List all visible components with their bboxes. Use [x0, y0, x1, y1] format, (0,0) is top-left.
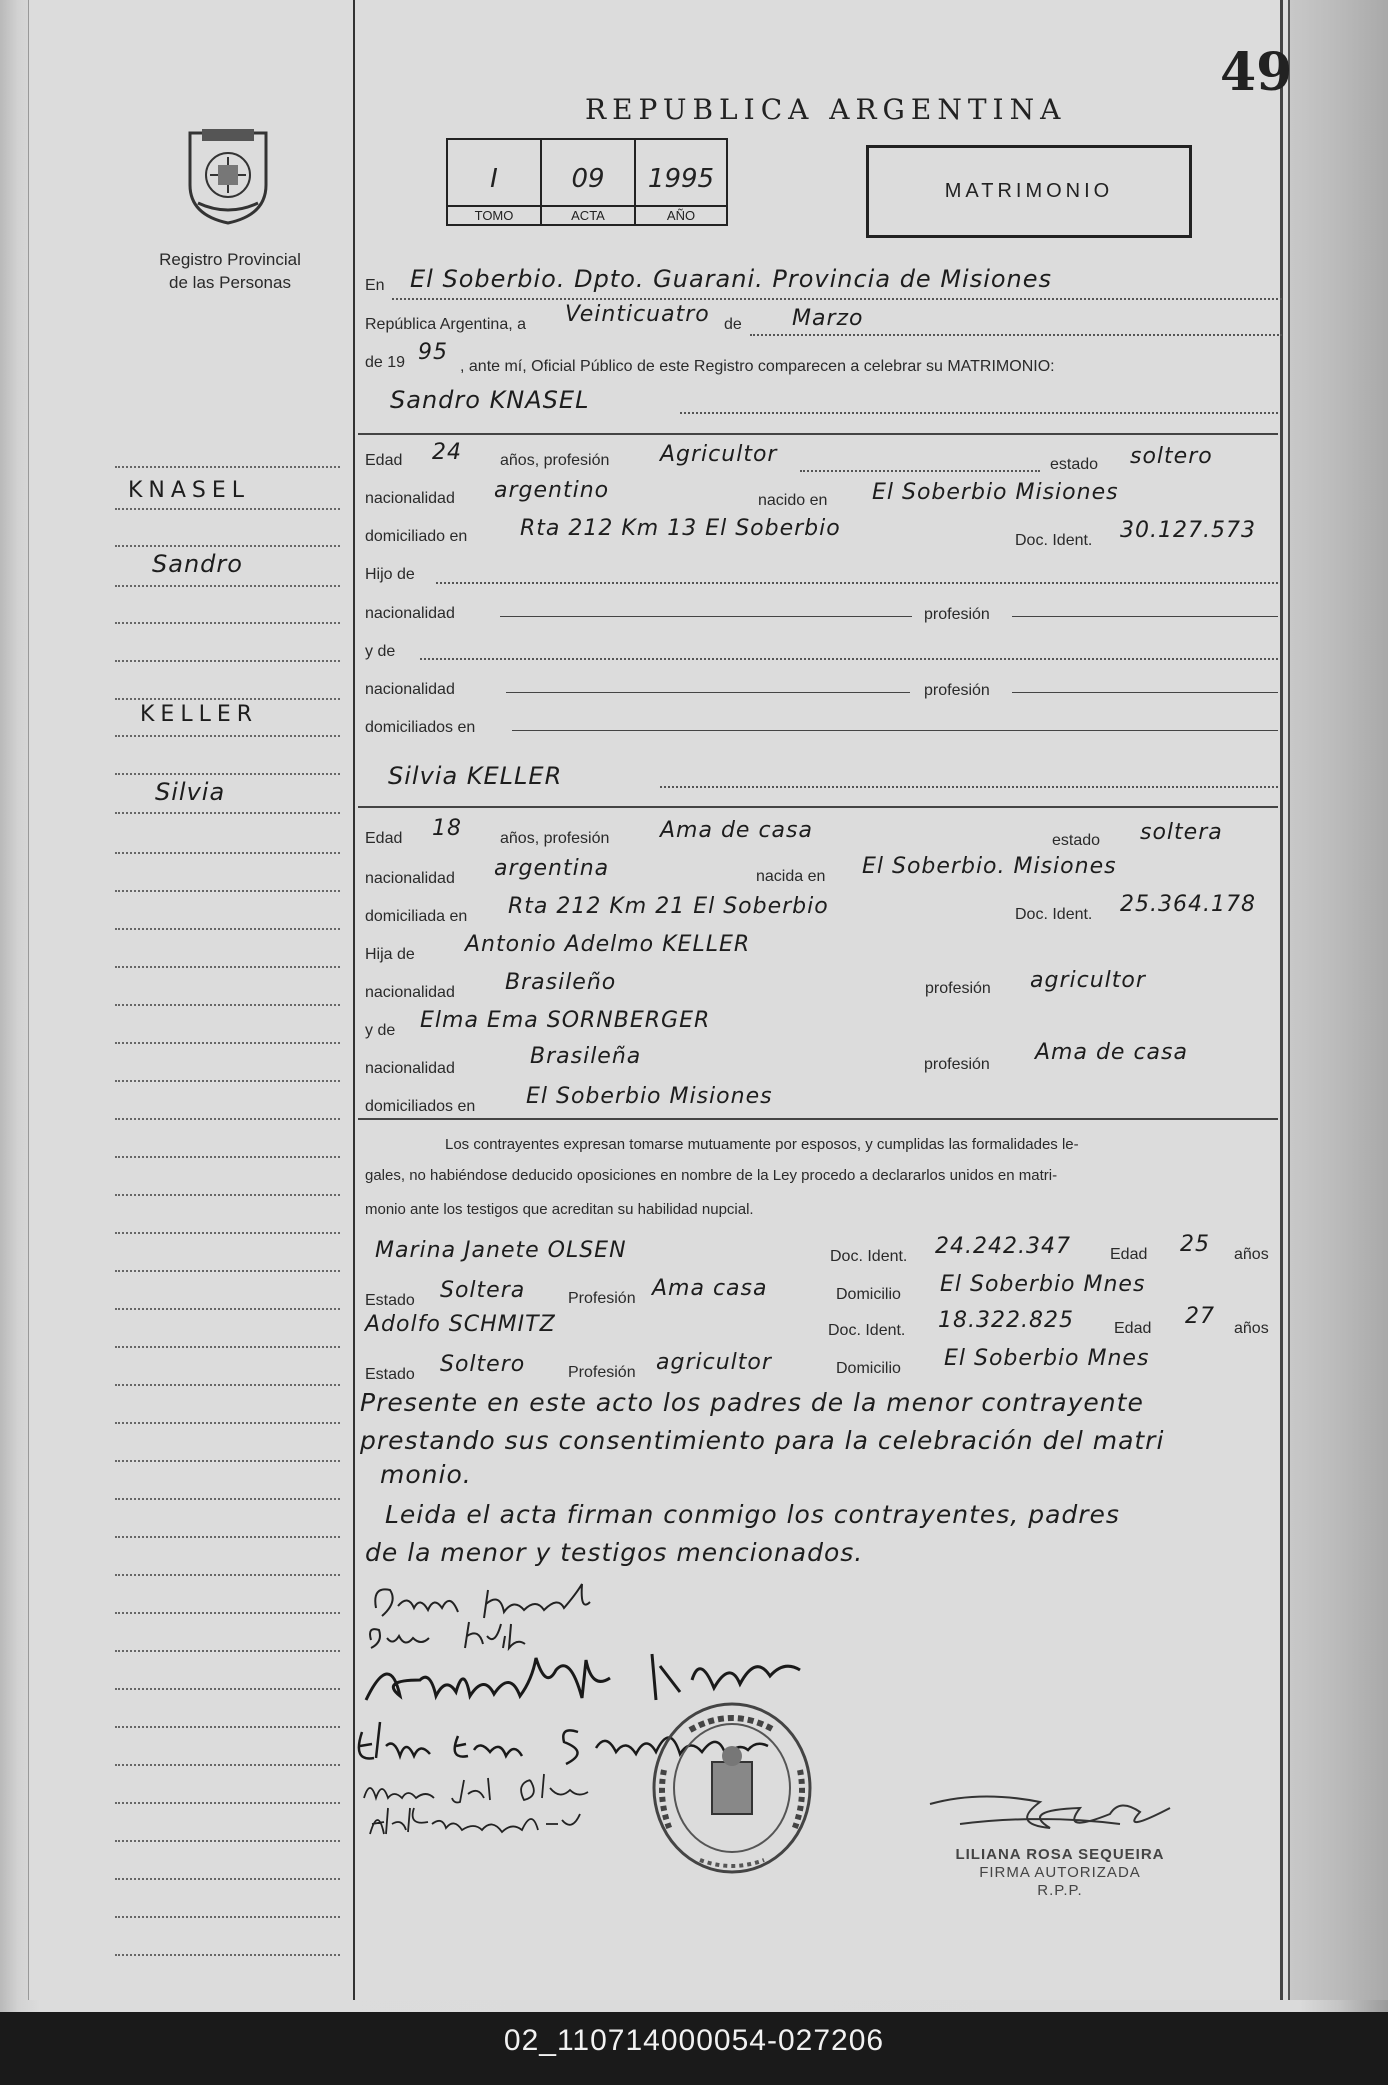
- margin-line: [115, 1004, 340, 1006]
- groom-mprof-label: profesión: [924, 682, 990, 699]
- bride-nacida: El Soberbio. Misiones: [862, 854, 1117, 879]
- margin-divider: [353, 0, 355, 2000]
- bride-yde-label: y de: [365, 1022, 396, 1039]
- groom-dom-label: domiciliado en: [365, 528, 468, 545]
- margin-line: [115, 1688, 340, 1690]
- witness-1-prof-label: Profesión: [568, 1290, 636, 1307]
- margin-line: [115, 1536, 340, 1538]
- groom-nac-label: nacionalidad: [365, 490, 455, 507]
- republica-label: República Argentina, a: [365, 316, 526, 333]
- margin-line: [115, 1156, 340, 1158]
- margin-line: [115, 1650, 340, 1652]
- margin-line: [115, 1270, 340, 1272]
- bride-doc-label: Doc. Ident.: [1015, 906, 1093, 923]
- registry-line-1: Registro Provincial: [159, 250, 301, 269]
- bride-mprof-label: profesión: [924, 1056, 990, 1073]
- margin-line: [115, 1612, 340, 1614]
- margin-line: [115, 1118, 340, 1120]
- groom-estado-label: estado: [1050, 456, 1099, 473]
- witness-1-profesion: Ama casa: [652, 1276, 768, 1301]
- bride-doms-label: domiciliados en: [365, 1098, 476, 1115]
- groom-edad: 24: [432, 440, 462, 465]
- bride-name-line: [660, 786, 1278, 788]
- groom-doms-line: [512, 730, 1278, 731]
- witness-2-dom-label: Domicilio: [836, 1360, 901, 1377]
- bride-name: Silvia KELLER: [388, 762, 563, 790]
- bride-divider: [358, 806, 1278, 808]
- groom-prof-line: [800, 470, 1040, 472]
- witness-2-profesion: agricultor: [656, 1350, 772, 1375]
- official-title: FIRMA AUTORIZADA: [979, 1864, 1141, 1881]
- margin-line: [115, 735, 340, 737]
- bride-nacionalidad: argentina: [494, 856, 610, 881]
- place-line: [392, 298, 1282, 300]
- margin-groom-name: Sandro: [152, 550, 243, 578]
- coat-of-arms-icon: [180, 125, 276, 225]
- acta-cell: [542, 140, 636, 226]
- margin-groom-surname: KNASEL: [128, 478, 251, 503]
- bride-nac-label: nacionalidad: [365, 870, 455, 887]
- declaration-divider: [358, 1118, 1278, 1120]
- tomo-label: TOMO: [448, 205, 540, 223]
- year-prefix: de 19: [365, 354, 406, 371]
- ano-cell: [636, 140, 726, 226]
- groom-mnac-label: nacionalidad: [365, 681, 455, 698]
- witness-1-dom-label: Domicilio: [836, 1286, 901, 1303]
- country-title: REPUBLICA ARGENTINA: [585, 93, 1067, 126]
- groom-domicilio: Rta 212 Km 13 El Soberbio: [520, 516, 841, 541]
- groom-hijo-label: Hijo de: [365, 566, 415, 583]
- right-border: [1280, 0, 1283, 2000]
- day-value: Veinticuatro: [565, 302, 710, 327]
- margin-line: [115, 966, 340, 968]
- note-line-4: Leida el acta firman conmigo los contrayentes, padres: [385, 1500, 1120, 1529]
- bride-estado: soltera: [1140, 820, 1223, 845]
- witness-1-anos-label: años: [1234, 1246, 1269, 1263]
- groom-pnac-line: [500, 616, 912, 617]
- witness-1-edad-label: Edad: [1110, 1246, 1148, 1263]
- margin-line: [115, 585, 340, 587]
- groom-anos-label: años, profesión: [500, 452, 610, 469]
- margin-line: [115, 1954, 340, 1956]
- witness-1-estado-label: Estado: [365, 1292, 415, 1309]
- groom-doc: 30.127.573: [1120, 518, 1256, 543]
- margin-line: [115, 1574, 340, 1576]
- margin-line: [115, 1308, 340, 1310]
- bride-edad: 18: [432, 816, 462, 841]
- witness-1-doc-label: Doc. Ident.: [830, 1248, 908, 1265]
- groom-pnac-label: nacionalidad: [365, 605, 455, 622]
- ano-label: AÑO: [636, 205, 726, 223]
- groom-edad-label: Edad: [365, 452, 403, 469]
- margin-bride-surname: KELLER: [140, 702, 259, 727]
- month-value: Marzo: [792, 306, 864, 331]
- witness-2-doc-label: Doc. Ident.: [828, 1322, 906, 1339]
- official-name-stamp: [940, 1846, 1180, 1900]
- margin-line: [115, 1764, 340, 1766]
- bride-domicilio: Rta 212 Km 21 El Soberbio: [508, 894, 829, 919]
- margin-line: [115, 1726, 340, 1728]
- bride-fprof-label: profesión: [925, 980, 991, 997]
- margin-line: [115, 812, 340, 814]
- witness-2-name: Adolfo SCHMITZ: [365, 1312, 556, 1337]
- tomo-cell: [448, 140, 542, 226]
- tomo-value: I: [490, 164, 498, 194]
- en-label: En: [365, 277, 385, 294]
- witness-1-edad: 25: [1180, 1232, 1210, 1257]
- document-type: MATRIMONIO: [944, 180, 1114, 202]
- bride-father-nac: Brasileño: [505, 970, 617, 995]
- declaration-line-3: monio ante los testigos que acreditan su habilidad nupcial.: [365, 1201, 754, 1218]
- note-line-1: Presente en este acto los padres de la menor contrayente: [360, 1388, 1144, 1417]
- note-line-3: monio.: [380, 1460, 472, 1489]
- margin-line: [115, 1916, 340, 1918]
- place-value: El Soberbio. Dpto. Guarani. Provincia de Misiones: [410, 265, 1053, 293]
- margin-bride-name: Silvia: [155, 778, 226, 806]
- groom-pprof-label: profesión: [924, 606, 990, 623]
- bride-estado-label: estado: [1052, 832, 1101, 849]
- margin-line: [115, 1080, 340, 1082]
- official-seal-stamp: [650, 1700, 815, 1875]
- margin-line: [115, 1422, 340, 1424]
- margin-line: [115, 1840, 340, 1842]
- margin-line: [115, 508, 340, 510]
- acta-label: ACTA: [542, 205, 634, 223]
- groom-profesion: Agricultor: [660, 442, 778, 467]
- groom-mprof-line: [1012, 692, 1278, 693]
- bride-doc: 25.364.178: [1120, 892, 1256, 917]
- bride-mother-prof: Ama de casa: [1035, 1040, 1188, 1065]
- groom-doms-label: domiciliados en: [365, 719, 476, 736]
- official-name: LILIANA ROSA SEQUEIRA: [955, 1846, 1165, 1863]
- witness-1-estado: Soltera: [440, 1278, 526, 1303]
- groom-pprof-line: [1012, 616, 1278, 617]
- date-line: [750, 334, 1282, 336]
- witness-2-edad-label: Edad: [1114, 1320, 1152, 1337]
- year-value: 95: [418, 340, 448, 365]
- bride-father-prof: agricultor: [1030, 968, 1146, 993]
- witness-1-domicilio: El Soberbio Mnes: [940, 1272, 1146, 1297]
- groom-name: Sandro KNASEL: [390, 386, 590, 414]
- groom-nacido-label: nacido en: [758, 492, 828, 509]
- witness-1-name: Marina Janete OLSEN: [375, 1238, 627, 1263]
- witness-1-doc: 24.242.347: [935, 1234, 1071, 1259]
- witness-2-prof-label: Profesión: [568, 1364, 636, 1381]
- margin-line: [115, 1384, 340, 1386]
- groom-yde-line: [420, 658, 1278, 660]
- groom-estado: soltero: [1130, 444, 1213, 469]
- margin-line: [115, 1042, 340, 1044]
- margin-line: [115, 660, 340, 662]
- margin-line: [115, 890, 340, 892]
- declaration-line-2: gales, no habiéndose deducido oposiciones en nombre de la Ley procedo a declararlos unidos en matri-: [365, 1167, 1058, 1184]
- note-line-2: prestando sus consentimiento para la celebración del matri: [360, 1426, 1165, 1455]
- groom-doc-label: Doc. Ident.: [1015, 532, 1093, 549]
- margin-line: [115, 466, 340, 468]
- margin-line: [115, 698, 340, 700]
- bride-nacida-label: nacida en: [756, 868, 826, 885]
- bride-edad-label: Edad: [365, 830, 403, 847]
- margin-line: [115, 1232, 340, 1234]
- witness-2-estado: Soltero: [440, 1352, 526, 1377]
- witness-2-domicilio: El Soberbio Mnes: [944, 1346, 1150, 1371]
- groom-yde-label: y de: [365, 643, 396, 660]
- bride-hija-label: Hija de: [365, 946, 415, 963]
- registry-name: [130, 248, 330, 294]
- intro-text: , ante mí, Oficial Público de este Registro comparecen a celebrar su MATRIMONIO:: [460, 358, 1055, 375]
- groom-divider: [358, 433, 1278, 435]
- margin-line: [115, 852, 340, 854]
- margin-line: [115, 773, 340, 775]
- bride-mother: Elma Ema SORNBERGER: [420, 1008, 711, 1033]
- groom-mnac-line: [506, 692, 910, 693]
- margin-line: [115, 1460, 340, 1462]
- margin-line: [115, 622, 340, 624]
- bride-dom-label: domiciliada en: [365, 908, 468, 925]
- groom-nacido: El Soberbio Misiones: [872, 480, 1119, 505]
- groom-name-line: [680, 412, 1278, 414]
- document-id: 02_110714000054-027206: [503, 2024, 885, 2057]
- bride-doms: El Soberbio Misiones: [526, 1084, 773, 1109]
- groom-hijo-line: [436, 582, 1278, 584]
- acta-box: [446, 138, 728, 226]
- de-label: de: [724, 316, 742, 333]
- official-signature: [920, 1784, 1190, 1844]
- bride-fnac-label: nacionalidad: [365, 984, 455, 1001]
- witness-2-edad: 27: [1185, 1304, 1215, 1329]
- margin-line: [115, 1346, 340, 1348]
- margin-line: [115, 1878, 340, 1880]
- signature-adolfo-schmitz: [362, 1800, 602, 1842]
- bride-mother-nac: Brasileña: [530, 1044, 642, 1069]
- registry-line-2: de las Personas: [169, 273, 291, 292]
- document-type-box: [866, 145, 1192, 238]
- bride-mnac-label: nacionalidad: [365, 1060, 455, 1077]
- witness-2-estado-label: Estado: [365, 1366, 415, 1383]
- margin-line: [115, 1194, 340, 1196]
- bride-profesion: Ama de casa: [660, 818, 813, 843]
- witness-2-anos-label: años: [1234, 1320, 1269, 1337]
- margin-line: [115, 1498, 340, 1500]
- bride-father: Antonio Adelmo KELLER: [465, 932, 751, 957]
- bride-anos-label: años, profesión: [500, 830, 610, 847]
- margin-line: [115, 928, 340, 930]
- page-number: 49: [1220, 42, 1293, 103]
- ano-value: 1995: [647, 164, 715, 194]
- margin-line: [115, 1802, 340, 1804]
- acta-value: 09: [571, 164, 605, 194]
- declaration-line-1: Los contrayentes expresan tomarse mutuamente por esposos, y cumplidas las formalidades le-: [445, 1136, 1079, 1153]
- official-office: R.P.P.: [1037, 1882, 1083, 1899]
- note-line-5: de la menor y testigos mencionados.: [365, 1538, 864, 1567]
- groom-nacionalidad: argentino: [494, 478, 610, 503]
- page-edge: [1290, 0, 1388, 2000]
- witness-2-doc: 18.322.825: [938, 1308, 1074, 1333]
- margin-line: [115, 545, 340, 547]
